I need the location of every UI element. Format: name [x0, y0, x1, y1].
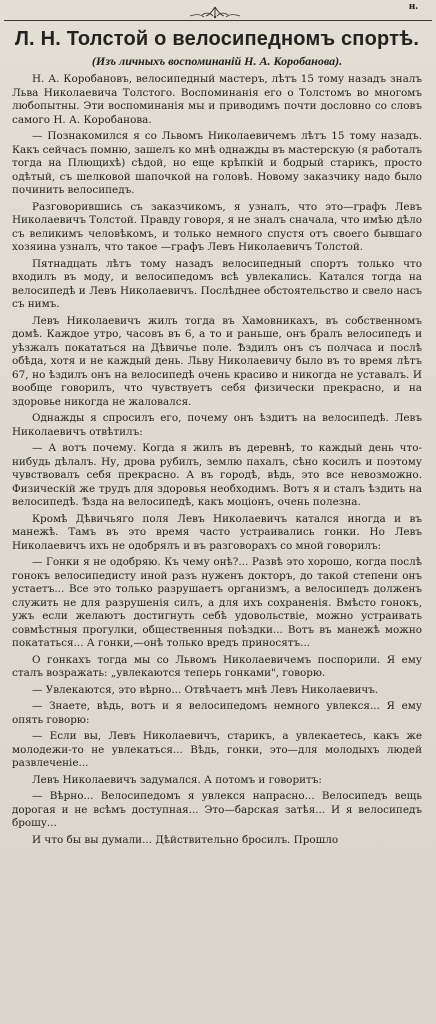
ornament-icon	[180, 4, 250, 20]
article	[12, 26, 422, 850]
paragraph: Однажды я спросилъ его, почему онъ ѣздитъ на велосипедѣ. Левъ Николаевичъ отвѣтилъ:	[12, 412, 422, 438]
article-title: Л. Н. Толстой о велосипедномъ спортѣ.	[14, 28, 420, 50]
paragraph: — А вотъ почему. Когда я жилъ въ деревнѣ, то каждый день что-нибудь дѣлалъ. Ну, дрова рубилъ, землю пахалъ, сѣно косилъ и поэтому чувствовалъ себя прекрасно. А въ городѣ, вѣдь, это все невозможно. Физическій же трудъ для здоровья необходимъ. Вотъ я и сталъ ѣздить на велосипедѣ. Ѣзда на велосипедѣ, какъ моціонъ, очень полезна.	[12, 442, 422, 508]
paragraph: Левъ Николаевичъ задумался. А потомъ и говоритъ:	[32, 773, 322, 786]
header-rule	[4, 20, 432, 21]
paragraph: О гонкахъ тогда мы со Львомъ Николаевичемъ поспорили. Я ему сталъ возражать: „увлекаются теперь гонками", говорю.	[12, 653, 422, 679]
article-subtitle: (Изъ личныхъ воспоминаній Н. А. Коробанова).	[91, 54, 343, 68]
paragraph: — Увлекаются, это вѣрно... Отвѣчаетъ мнѣ Левъ Николаевичъ.	[32, 683, 379, 696]
paragraph: И что бы вы думали... Дѣйствительно бросилъ. Прошло	[32, 833, 339, 846]
paragraph: — Если вы, Левъ Николаевичъ, старикъ, а увлекаетесь, какъ же молодежи-то не увлекаться... Вѣдь, гонки, это—для молодыхъ людей развлеченіе...	[12, 730, 422, 769]
paragraph: — Познакомился я со Львомъ Николаевичемъ лѣтъ 15 тому назадъ. Какъ сейчасъ помню, зашелъ ко мнѣ однажды въ мастерскую (я работалъ тогда на Плющихѣ) сѣдой, но еще крѣпкій и бодрый старикъ, просто одѣтый, съ шелковой шапочкой на головѣ. Новому заказчику надо было починить велосипедъ.	[12, 130, 422, 196]
page-header	[0, 0, 436, 22]
paragraph: — Знаете, вѣдь, вотъ и я велосипедомъ немного увлекся... Я ему опять говорю:	[12, 700, 422, 726]
paragraph: Разговорившись съ заказчикомъ, я узналъ, что это—графъ Левъ Николаевичъ Толстой. Правду говоря, я не зналъ сначала, что имѣю дѣло съ великимъ человѣкомъ, и только немного спустя отъ своего бывшаго хозяина узналъ, что такое —графъ Левъ Николаевичъ Толстой.	[12, 200, 422, 253]
paragraph: — Гонки я не одобряю. Къ чему онѣ?... Развѣ это хорошо, когда послѣ гонокъ велосипедисту иной разъ нуженъ докторъ, до такой степени онъ устаетъ... Все это только разрушаетъ организмъ, а велосипедъ долженъ служить не для разрушенія силъ, а для ихъ сохраненія. Вмѣсто гонокъ, ужъ если желаютъ достигнуть себѣ удовольствіе, можно устраивать совмѣстныя прогулки, общественныя поѣздки... Вотъ въ манежѣ можно покататься... А гонки,—онѣ только вредъ приносятъ...	[12, 556, 422, 649]
paragraph: Кромѣ Дѣвичьяго поля Левъ Николаевичъ катался иногда и въ манежѣ. Тамъ въ это время часто устраивались гонки. Но Левъ Николаевичъ ихъ не одобрялъ и въ разговорахъ со мной говорилъ:	[12, 512, 422, 552]
paragraph: Н. А. Коробановъ, велосипедный мастеръ, лѣтъ 15 тому назадъ зналъ Льва Николаевича Толстого. Воспоминанія его о Толстомъ во многомъ любопытны. Эти воспоминанія мы и приводимъ почти дословно со словъ самого Н. А. Коробанова.	[12, 73, 422, 126]
paragraph: Левъ Николаевичъ жилъ тогда въ Хамовникахъ, въ собственномъ домѣ. Каждое утро, часовъ въ 6, а то и раньше, онъ бралъ велосипедъ и уѣзжалъ покататься на Дѣвичье поле. Ѣздилъ онъ съ полчаса и послѣ обѣда, хотя и не каждый день. Льву Николаевичу было въ то время лѣтъ 67, но ѣздилъ онъ на велосипедѣ очень красиво и никогда не уставалъ. И вообще говорилъ, что чувствуетъ себя физически прекрасно, и на здоровье никогда не жаловался.	[12, 314, 422, 408]
article-body	[12, 73, 422, 847]
page-number: н.	[408, 0, 418, 12]
paragraph: — Вѣрно... Велосипедомъ я увлекся напрасно... Велосипедъ вещь дорогая и не всѣмъ доступная... Это—барская затѣя... И я велосипедъ брошу...	[12, 790, 422, 829]
paragraph: Пятнадцать лѣтъ тому назадъ велосипедный спортъ только что входилъ въ моду, и велосипедомъ всѣ увлекались. Катался тогда на велосипедѣ и Левъ Николаевичъ. Послѣднее обстоятельство и свело насъ съ нимъ.	[12, 257, 422, 310]
